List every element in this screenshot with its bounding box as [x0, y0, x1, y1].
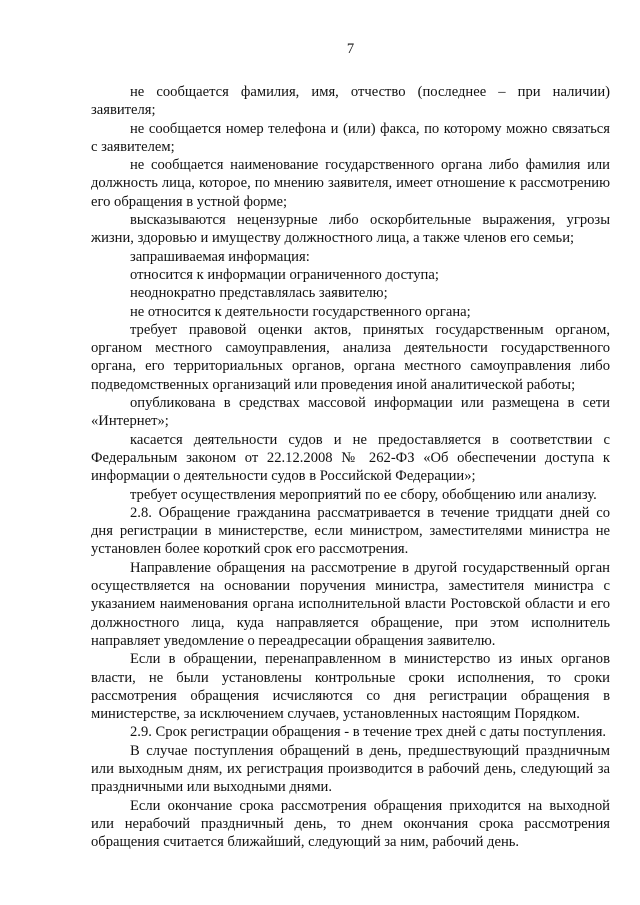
paragraph: не относится к деятельности государственного органа; [130, 303, 471, 320]
paragraph: касается деятельности судов и не предоставляется в соответствии с Федеральным законом от 22.12.2008 № 262-ФЗ «Об обеспечении доступа к информации о деятельности судов в Российской Федерации»; [91, 431, 610, 485]
paragraph: В случае поступления обращений в день, предшествующий праздничным или выходным дням, их регистрация производится в рабочий день, следующий за праздничными или выходными днями. [91, 742, 610, 796]
paragraph: не сообщается наименование государственного органа либо фамилия или должность лица, которое, по мнению заявителя, имеет отношение к рассмотрению его обращения в устной форме; [91, 157, 610, 210]
paragraph: не сообщается фамилия, имя, отчество (последнее – при наличии) заявителя; [91, 84, 610, 119]
paragraph: относится к информации ограниченного доступа; [130, 266, 439, 283]
paragraph: высказываются нецензурные либо оскорбительные выражения, угрозы жизни, здоровью и имуществу должностного лица, а также членов его семьи; [91, 212, 610, 247]
paragraph: Если окончание срока рассмотрения обращения приходится на выходной или нерабочий праздничный день, то днем окончания срока рассмотрения обращения считается ближайший, следующий за ним, рабочий день. [91, 797, 610, 851]
paragraph: опубликована в средствах массовой информации или размещена в сети «Интернет»; [91, 395, 610, 430]
section-2-9-paragraph: 2.9. Срок регистрации обращения - в течение трех дней с даты поступления. [130, 724, 607, 741]
paragraph: неоднократно представлялась заявителю; [130, 285, 388, 302]
paragraph: запрашиваемая информация: [130, 248, 310, 265]
page-number: 7 [346, 41, 355, 57]
section-2-8-paragraph: 2.8. Обращение гражданина рассматривается в течение тридцати дней со дня регистрации в министерстве, если министром, заместителями министра не установлен более короткий срок его рассмотрения. [91, 504, 610, 558]
paragraph: Если в обращении, перенаправленном в министерство из иных органов власти, не были установлены контрольные сроки исполнения, то сроки рассмотрения обращения исчисляются со дня регистрации обращения в министерстве, за исключением случаев, установленных настоящим Порядком. [91, 651, 610, 723]
paragraph: Направление обращения на рассмотрение в другой государственный орган осуществляется на основании поручения министра, заместителя министра с указанием наименования органа исполнительной власти Ростовской области и его должностного лица, куда направляется обращение, при этом исполнитель направляет уведомление о переадресации обращения заявителю. [91, 559, 610, 649]
paragraph: требует правовой оценки актов, принятых государственным органом, органом местного самоуправления, анализа деятельности государственного органа, его территориальных органов, органа местного самоуправления либо подведомственных организаций или проведения иной аналитической работы; [91, 321, 610, 393]
paragraph: требует осуществления мероприятий по ее сбору, обобщению или анализу. [130, 486, 597, 503]
paragraph: не сообщается номер телефона и (или) факса, по которому можно связаться с заявителем; [91, 120, 610, 155]
